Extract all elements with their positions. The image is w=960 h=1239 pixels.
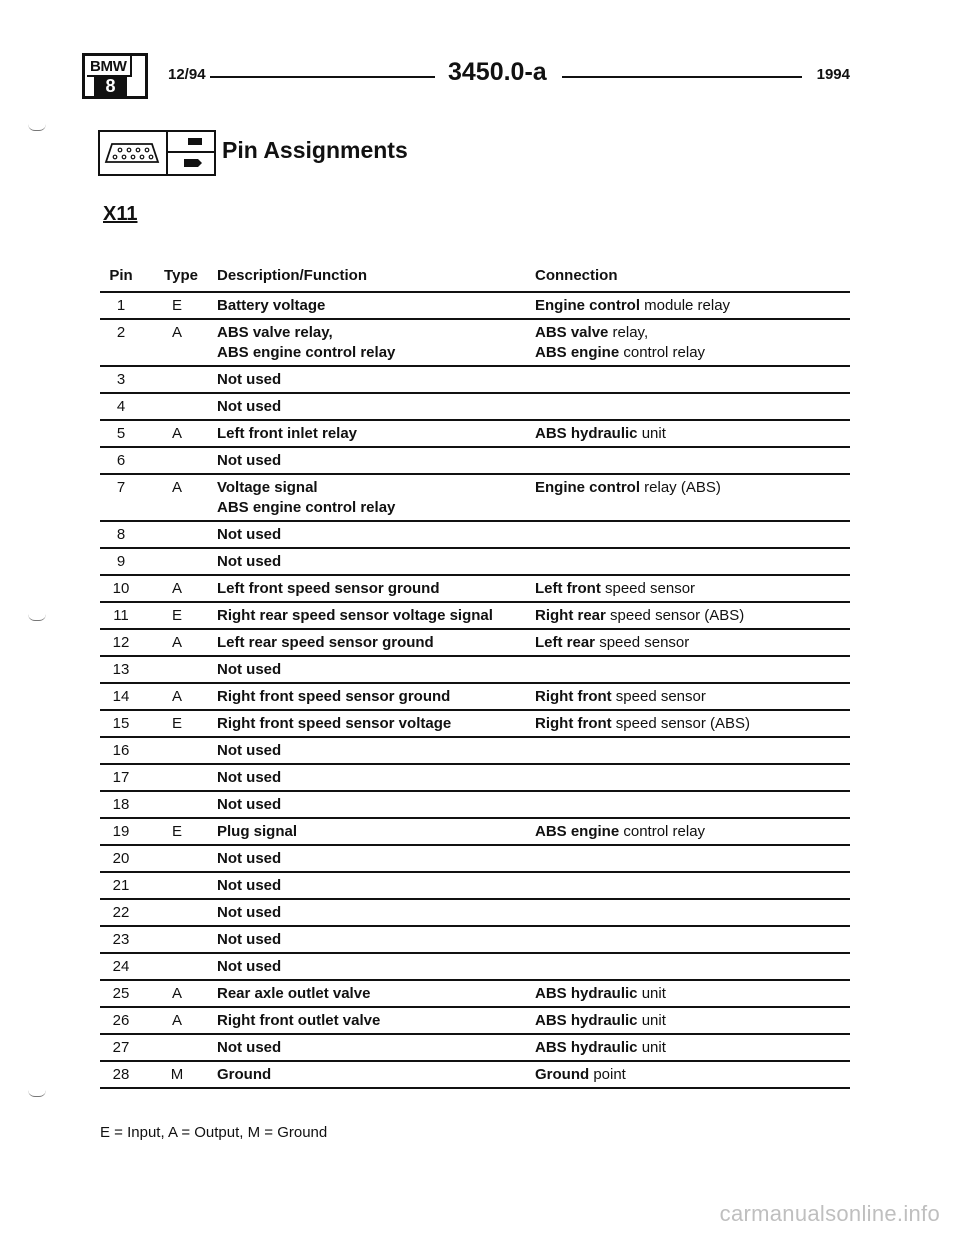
type-legend: E = Input, A = Output, M = Ground: [100, 1124, 328, 1141]
pin-description: Not used: [217, 769, 282, 786]
pin-description: Not used: [217, 1039, 282, 1056]
table-row: [100, 1035, 850, 1062]
pin-number: 6: [116, 452, 126, 469]
connection-component: Left rear: [535, 634, 596, 651]
pin-description: Not used: [217, 958, 282, 975]
pin-description: Voltage signal: [217, 479, 318, 496]
header-year: 1994: [816, 66, 850, 83]
table-row: [100, 630, 850, 657]
connection-detail: unit: [637, 1012, 666, 1029]
pin-icon: [166, 130, 216, 176]
table-row: [100, 394, 850, 421]
pin-description: Not used: [217, 398, 282, 415]
connection-detail: speed sensor: [600, 580, 696, 597]
pin-description: Left front inlet relay: [217, 425, 358, 442]
pin-description: Not used: [217, 661, 282, 678]
connection-detail: speed sensor: [611, 688, 706, 705]
table-row: [100, 954, 850, 981]
pin-connection: [535, 424, 666, 444]
table-row: [100, 1008, 850, 1035]
pin-description: Not used: [217, 526, 282, 543]
pin-description: Battery voltage: [217, 297, 326, 314]
pin-description: Not used: [217, 796, 282, 813]
connection-detail: speed sensor: [595, 634, 690, 651]
table-row: [100, 421, 850, 448]
table-row: [100, 576, 850, 603]
table-row: [100, 475, 850, 522]
header-pin: Pin: [109, 267, 133, 284]
watermark: carmanualsonline.info: [719, 1201, 940, 1226]
pin-description: Not used: [217, 742, 282, 759]
pin-connection: [535, 1038, 666, 1058]
connection-component: Right rear: [535, 607, 606, 624]
pin-description: Not used: [217, 904, 282, 921]
pin-connection: [535, 714, 750, 734]
connection-detail: speed sensor (ABS): [611, 715, 751, 732]
pin-number: 9: [116, 553, 126, 570]
table-row: [100, 549, 850, 576]
pin-description: Left rear speed sensor ground: [217, 634, 434, 651]
connection-detail: relay (ABS): [640, 479, 721, 496]
table-row: [100, 293, 850, 320]
pin-description: Right front speed sensor voltage: [217, 715, 452, 732]
pin-number: 24: [112, 958, 130, 975]
logo-model: 8: [94, 76, 127, 97]
pin-number: 12: [112, 634, 130, 651]
pin-number: 5: [116, 425, 126, 442]
pin-connection: [535, 633, 689, 653]
pin-description: Left front speed sensor ground: [217, 580, 440, 597]
pin-description: Rear axle outlet valve: [217, 985, 371, 1002]
pin-type: A: [171, 479, 182, 496]
pin-type: A: [171, 1012, 182, 1029]
table-row: [100, 657, 850, 684]
logo-brand: BMW: [87, 56, 132, 77]
pin-number: 8: [116, 526, 126, 543]
pin-number: 4: [116, 398, 126, 415]
pin-number: 10: [112, 580, 130, 597]
pin-description: Right front outlet valve: [217, 1012, 381, 1029]
table-row: [100, 522, 850, 549]
pin-connection: [535, 1065, 626, 1085]
header-description: Description/Function: [217, 267, 367, 284]
connection-component: ABS hydraulic: [535, 1012, 638, 1029]
table-row: [100, 765, 850, 792]
table-row: [100, 367, 850, 394]
pin-connection: [535, 687, 706, 707]
pin-number: 17: [112, 769, 130, 786]
scan-mark: [28, 124, 46, 131]
pin-connection: [535, 822, 705, 842]
connection-detail: speed sensor (ABS): [605, 607, 745, 624]
pin-connection: [535, 323, 648, 343]
pin-type: E: [171, 297, 182, 314]
pin-type: M: [170, 1066, 184, 1083]
pin-number: 7: [116, 479, 126, 496]
pin-number: 14: [112, 688, 130, 705]
connection-component: Right front: [535, 715, 612, 732]
connection-component: Engine control: [535, 479, 640, 496]
page-title: Pin Assignments: [222, 137, 408, 163]
connection-detail: point: [589, 1066, 626, 1083]
connection-component: ABS hydraulic: [535, 1039, 638, 1056]
scan-mark: [28, 1090, 46, 1097]
connection-component: ABS engine: [535, 344, 620, 361]
table-row: [100, 792, 850, 819]
table-header: [100, 267, 850, 291]
table-row: [100, 873, 850, 900]
pin-description: Not used: [217, 877, 282, 894]
pin-type: A: [171, 324, 182, 341]
table-row: [100, 448, 850, 475]
connection-component: Ground: [535, 1066, 590, 1083]
pin-description: Right rear speed sensor voltage signal: [217, 607, 493, 624]
connection-component: ABS hydraulic: [535, 425, 638, 442]
pin-type: A: [171, 634, 182, 651]
pin-number: 13: [112, 661, 130, 678]
connection-detail: module relay: [640, 297, 731, 314]
pin-description: ABS engine control relay: [217, 499, 396, 516]
header-connection: Connection: [535, 267, 618, 284]
page-header: [82, 50, 850, 102]
pin-connection: [535, 478, 721, 498]
pin-type: E: [171, 715, 182, 732]
pin-description: ABS engine control relay: [217, 344, 396, 361]
pin-number: 15: [112, 715, 130, 732]
pin-number: 16: [112, 742, 130, 759]
connection-component: Engine control: [535, 297, 640, 314]
connection-detail: unit: [637, 425, 666, 442]
pin-type: E: [171, 607, 182, 624]
pin-number: 28: [112, 1066, 130, 1083]
connection-detail: control relay: [619, 823, 706, 840]
pin-number: 18: [112, 796, 130, 813]
table-row: [100, 981, 850, 1008]
table-row: [100, 1062, 850, 1089]
pin-connection: [535, 606, 744, 626]
pin-description: ABS valve relay,: [217, 324, 333, 341]
table-row: [100, 320, 850, 367]
connection-detail: unit: [637, 985, 666, 1002]
pin-number: 21: [112, 877, 130, 894]
pin-description: Not used: [217, 452, 282, 469]
pin-number: 1: [116, 297, 126, 314]
table-row: [100, 738, 850, 765]
document-code: 3450.0-a: [448, 58, 547, 86]
connection-component: ABS hydraulic: [535, 985, 638, 1002]
pin-description: Ground: [217, 1066, 272, 1083]
pin-number: 11: [113, 607, 129, 624]
pin-description: Plug signal: [217, 823, 298, 840]
pin-connection: [535, 579, 695, 599]
pin-number: 27: [112, 1039, 130, 1056]
header-rule-left: [210, 76, 435, 78]
pin-number: 19: [112, 823, 130, 840]
scan-mark: [28, 614, 46, 621]
table-row: [100, 819, 850, 846]
pin-assignment-table: [100, 267, 850, 1089]
bmw-logo: [82, 53, 148, 99]
pin-connection: [535, 343, 705, 363]
pin-type: A: [171, 425, 182, 442]
table-row: [100, 927, 850, 954]
pin-type: A: [171, 985, 182, 1002]
connection-detail: unit: [637, 1039, 666, 1056]
connection-detail: control relay: [619, 344, 706, 361]
pin-connection: [535, 296, 730, 316]
pin-number: 26: [112, 1012, 130, 1029]
pin-number: 25: [112, 985, 130, 1002]
header-rule-right: [562, 76, 802, 78]
table-body: [100, 293, 850, 1089]
pin-number: 2: [116, 324, 126, 341]
table-row: [100, 603, 850, 630]
pin-description: Not used: [217, 931, 282, 948]
pin-number: 22: [112, 904, 130, 921]
pin-number: 3: [116, 371, 126, 388]
pin-description: Right front speed sensor ground: [217, 688, 451, 705]
connection-detail: relay,: [608, 324, 649, 341]
pin-type: A: [171, 580, 182, 597]
connector-icon: [98, 130, 168, 176]
connection-component: Right front: [535, 688, 612, 705]
table-row: [100, 846, 850, 873]
pin-connection: [535, 984, 666, 1004]
connector-label: X11: [103, 203, 138, 225]
connection-component: Left front: [535, 580, 601, 597]
header-date: 12/94: [168, 66, 206, 83]
pin-description: Not used: [217, 850, 282, 867]
pin-number: 20: [112, 850, 130, 867]
connection-component: ABS engine: [535, 823, 620, 840]
table-row: [100, 684, 850, 711]
pin-description: Not used: [217, 371, 282, 388]
pin-type: A: [171, 688, 182, 705]
header-type: Type: [164, 267, 198, 284]
table-row: [100, 900, 850, 927]
table-row: [100, 711, 850, 738]
pin-type: E: [171, 823, 182, 840]
pin-connection: [535, 1011, 666, 1031]
pin-number: 23: [112, 931, 130, 948]
pin-description: Not used: [217, 553, 282, 570]
connection-component: ABS valve: [535, 324, 609, 341]
